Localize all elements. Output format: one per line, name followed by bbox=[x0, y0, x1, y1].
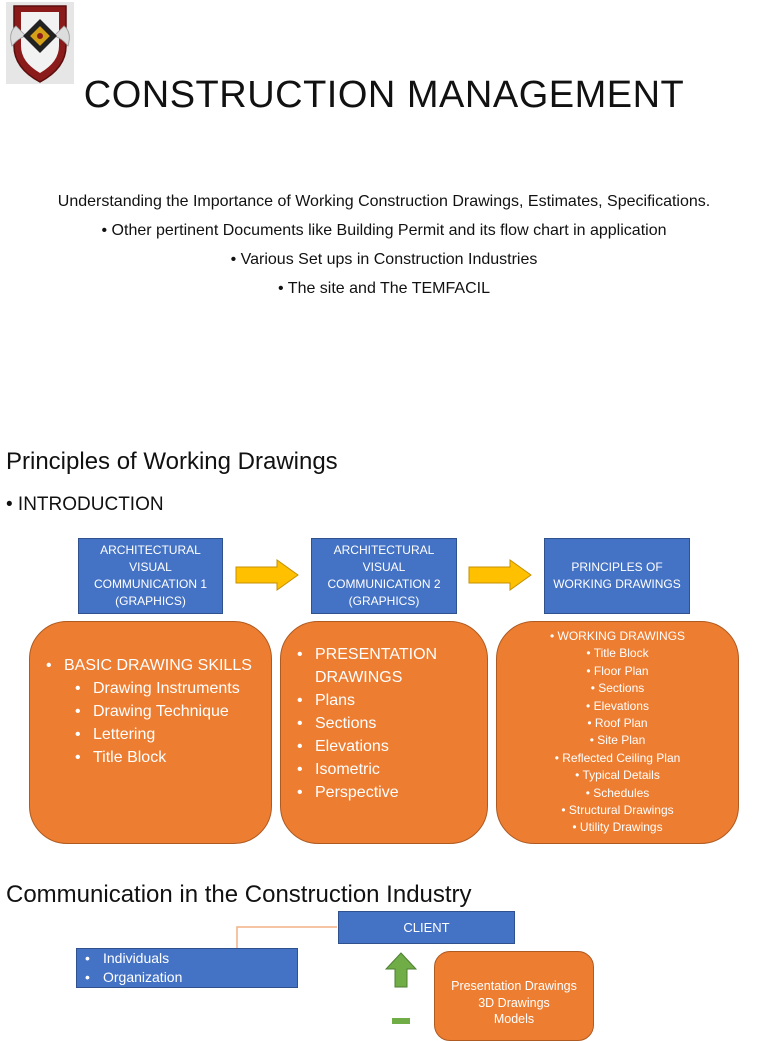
bullet-basic-drawing-skills: • BASIC DRAWING SKILLS bbox=[64, 654, 261, 677]
box2-line: ARCHITECTURAL bbox=[333, 543, 435, 557]
box1-line: COMMUNICATION 1 bbox=[93, 577, 208, 591]
item-working-drawings: • WORKING DRAWINGS bbox=[549, 629, 686, 643]
line-presentation-drawings: Presentation Drawings bbox=[451, 979, 577, 993]
client-box bbox=[338, 911, 515, 944]
bullet-title-block: • Title Block bbox=[93, 746, 261, 769]
box2-line: (GRAPHICS) bbox=[348, 594, 420, 608]
item-reflected-ceiling-plan: • Reflected Ceiling Plan bbox=[554, 750, 681, 765]
item-elevations: • Elevations bbox=[586, 698, 649, 713]
card-presentation-drawings bbox=[280, 621, 488, 844]
bullet-drawing-technique: • Drawing Technique bbox=[93, 700, 261, 723]
box2-line: COMMUNICATION 2 bbox=[327, 577, 441, 591]
box2-line: VISUAL bbox=[362, 560, 406, 574]
line-models: Models bbox=[493, 1012, 535, 1026]
up-arrow-icon bbox=[385, 952, 417, 988]
list-item-organization: • Organization bbox=[77, 968, 297, 987]
client-label: CLIENT bbox=[403, 920, 450, 935]
box3-line: PRINCIPLES OF bbox=[571, 560, 663, 574]
box1-line: ARCHITECTURAL bbox=[100, 543, 201, 557]
item-utility-drawings: • Utility Drawings bbox=[572, 820, 663, 835]
card-working-drawings bbox=[496, 621, 739, 844]
bullet-sections: • Sections bbox=[315, 712, 473, 735]
item-structural-drawings: • Structural Drawings bbox=[561, 803, 674, 818]
subtitle-line-4: • The site and The TEMFACIL bbox=[278, 280, 490, 297]
box-arch-visual-comm-2 bbox=[311, 538, 457, 614]
presentation-drawings-box bbox=[434, 951, 594, 1041]
right-arrow-icon bbox=[235, 559, 299, 591]
item-schedules: • Schedules bbox=[585, 785, 650, 800]
school-crest-logo bbox=[6, 2, 74, 84]
section-heading-principles: Principles of Working Drawings bbox=[6, 448, 338, 475]
slide-title: CONSTRUCTION MANAGEMENT bbox=[83, 74, 685, 116]
connector-line bbox=[236, 926, 338, 948]
box1-line: (GRAPHICS) bbox=[115, 594, 186, 608]
arrow-partial-icon bbox=[392, 1018, 410, 1024]
card-basic-drawing-skills bbox=[29, 621, 272, 844]
box3-line: WORKING DRAWINGS bbox=[553, 577, 681, 591]
item-site-plan: • Site Plan bbox=[589, 733, 646, 748]
subtitle-line-1: Understanding the Importance of Working Construction Drawings, Estimates, Specifications. bbox=[57, 193, 711, 210]
bullet-perspective: • Perspective bbox=[315, 781, 473, 804]
bullet-lettering: • Lettering bbox=[93, 723, 261, 746]
subtitle-line-3: • Various Set ups in Construction Industries bbox=[230, 251, 538, 268]
bullet-plans: • Plans bbox=[315, 689, 473, 712]
introduction-bullet: • INTRODUCTION bbox=[6, 494, 164, 515]
item-title-block: • Title Block bbox=[586, 646, 649, 661]
right-arrow-icon bbox=[468, 559, 532, 591]
item-typical-details: • Typical Details bbox=[575, 768, 660, 783]
box-arch-visual-comm-1 bbox=[78, 538, 223, 614]
bullet-elevations: • Elevations bbox=[315, 735, 473, 758]
subtitle-line-2: • Other pertinent Documents like Building Permit and its flow chart in application bbox=[101, 222, 667, 239]
item-roof-plan: • Roof Plan bbox=[587, 716, 648, 731]
item-floor-plan: • Floor Plan bbox=[586, 663, 649, 678]
section-heading-communication: Communication in the Construction Industry bbox=[6, 881, 472, 908]
bullet-presentation-drawings: • PRESENTATION DRAWINGS bbox=[315, 643, 473, 689]
list-item-individuals: • Individuals bbox=[77, 949, 297, 968]
item-sections: • Sections bbox=[590, 681, 645, 696]
box-principles-working-drawings bbox=[544, 538, 690, 614]
line-3d-drawings: 3D Drawings bbox=[478, 995, 550, 1010]
box1-line: VISUAL bbox=[129, 560, 172, 574]
bullet-isometric: • Isometric bbox=[315, 758, 473, 781]
bullet-drawing-instruments: • Drawing Instruments bbox=[93, 677, 261, 700]
client-types-box bbox=[76, 948, 298, 988]
